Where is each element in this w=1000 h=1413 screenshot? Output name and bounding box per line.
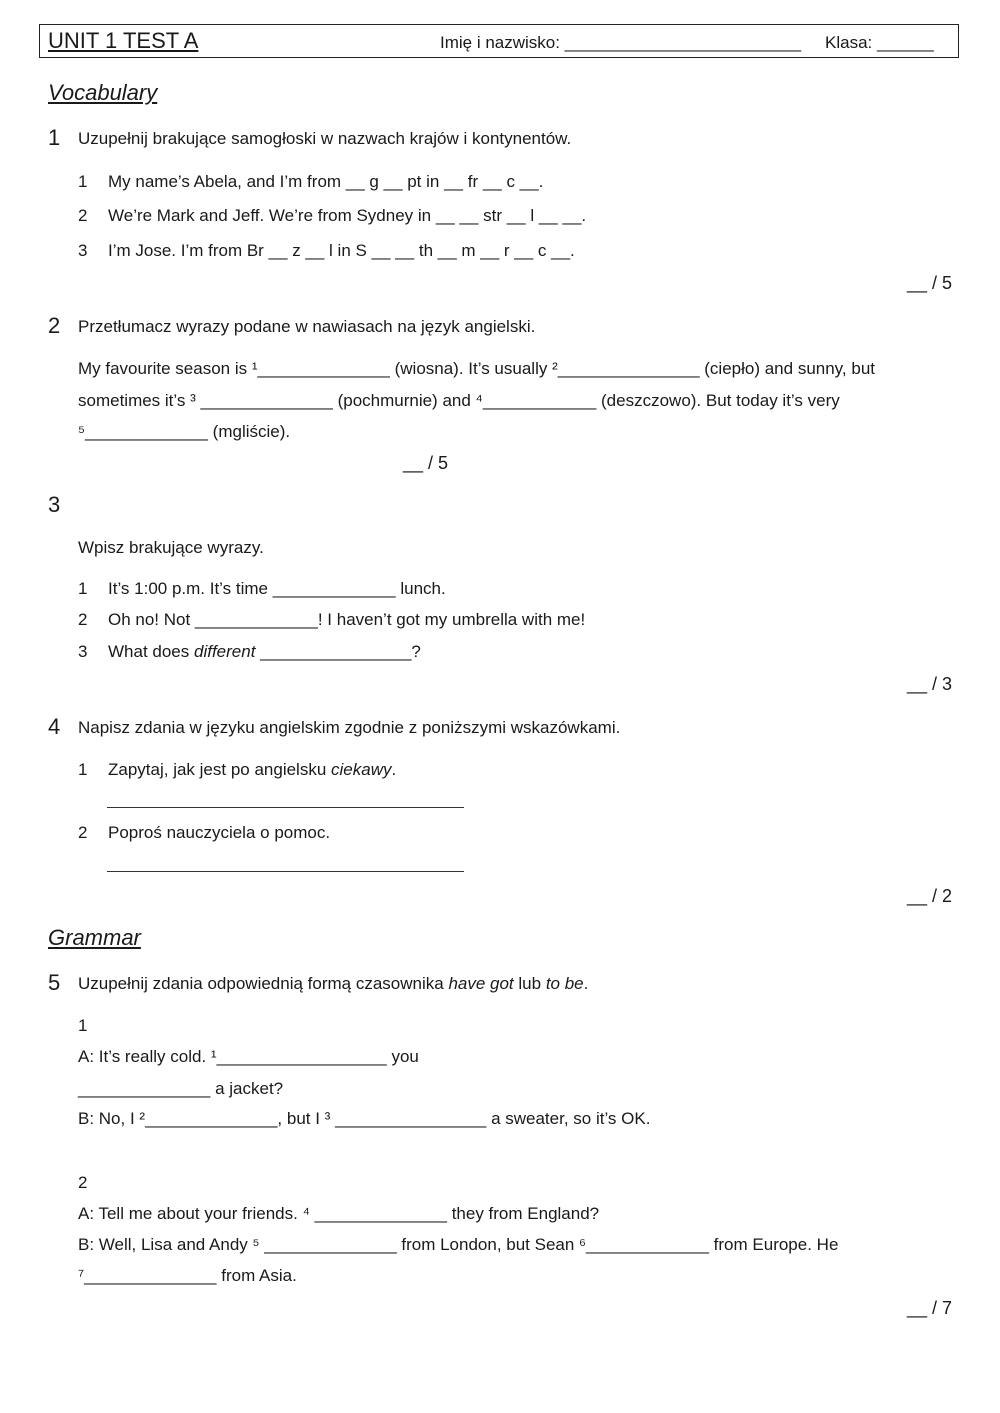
ex3-item-2-text[interactable]: Oh no! Not _____________! I haven’t got my umbrella with me! xyxy=(108,610,586,629)
ex2-text-line-2[interactable]: sometimes it’s ³ ______________ (pochmurnie) and ⁴____________ (deszczowo). But today it’s very xyxy=(78,391,840,410)
ex2-score[interactable]: __ / 5 xyxy=(403,453,449,473)
ex5-dialogue-2-line-3[interactable]: ⁷______________ from Asia. xyxy=(78,1266,297,1285)
ex5-instruction-end: . xyxy=(583,974,589,993)
ex3-item-3-pre: What does xyxy=(108,642,194,661)
ex1-item-3-number: 3 xyxy=(78,241,88,260)
exercise-5-number: 5 xyxy=(48,970,61,995)
ex4-item-1-italic-word: ciekawy xyxy=(331,760,392,779)
ex5-dialogue-1-line-3[interactable]: B: No, I ²______________, but I ³ ________________ a sweater, so it’s OK. xyxy=(78,1109,651,1128)
exercise-3-instruction: Wpisz brakujące wyrazy. xyxy=(78,538,264,557)
ex3-item-1-number: 1 xyxy=(78,579,88,598)
exercise-2-instruction: Przetłumacz wyrazy podane w nawiasach na język angielski. xyxy=(78,317,536,336)
ex4-item-2-text: Poproś nauczyciela o pomoc. xyxy=(108,823,331,842)
ex3-item-3-post[interactable]: ________________? xyxy=(255,642,421,661)
exercise-4-instruction: Napisz zdania w języku angielskim zgodnie z poniższymi wskazówkami. xyxy=(78,718,621,737)
ex5-instruction-pre: Uzupełnij zdania odpowiednią formą czasownika xyxy=(78,974,449,993)
ex2-text-line-3[interactable]: ⁵_____________ (mgliście). xyxy=(78,422,291,441)
ex5-dialogue-1-line-2[interactable]: ______________ a jacket? xyxy=(78,1079,284,1098)
ex5-instruction-have-got: have got xyxy=(448,974,514,993)
exercise-4-number: 4 xyxy=(48,714,61,739)
ex1-item-1-text[interactable]: My name’s Abela, and I’m from __ g __ pt in __ fr __ c __. xyxy=(108,172,544,191)
ex5-dialogue-2-number: 2 xyxy=(78,1173,88,1192)
ex4-item-1-text xyxy=(108,760,396,780)
ex5-dialogue-2-line-2[interactable]: B: Well, Lisa and Andy ⁵ ______________ from London, but Sean ⁶_____________ from Europe. He xyxy=(78,1235,839,1254)
ex5-dialogue-1-number: 1 xyxy=(78,1016,88,1035)
exercise-5-instruction xyxy=(78,974,588,994)
ex4-score[interactable]: __ / 2 xyxy=(906,886,952,906)
ex1-score[interactable]: __ / 5 xyxy=(906,273,952,293)
ex5-instruction-to-be: to be xyxy=(545,974,584,993)
ex1-item-2-number: 2 xyxy=(78,206,88,225)
ex4-item-1-number: 1 xyxy=(78,760,88,779)
ex1-item-1-number: 1 xyxy=(78,172,88,191)
test-header xyxy=(39,24,959,58)
student-name-field[interactable]: Imię i nazwisko: _________________________ xyxy=(440,33,802,52)
ex5-dialogue-1-line-1[interactable]: A: It’s really cold. ¹__________________ you xyxy=(78,1047,419,1066)
ex4-item-1-answer-line[interactable] xyxy=(107,807,464,808)
exercise-3-number: 3 xyxy=(48,492,61,517)
ex1-item-2-text[interactable]: We’re Mark and Jeff. We’re from Sydney in __ __ str __ l __ __. xyxy=(108,206,587,225)
exercise-2-number: 2 xyxy=(48,313,61,338)
ex2-text-line-1[interactable]: My favourite season is ¹______________ (wiosna). It’s usually ²_______________ (ciepło) and sunny, but xyxy=(78,359,875,378)
exercise-1-instruction: Uzupełnij brakujące samogłoski w nazwach krajów i kontynentów. xyxy=(78,129,572,148)
ex3-item-3-italic-word: different xyxy=(194,642,256,661)
ex3-item-1-text[interactable]: It’s 1:00 p.m. It’s time _____________ lunch. xyxy=(108,579,446,598)
exercise-1-number: 1 xyxy=(48,125,61,150)
class-field[interactable]: Klasa: ______ xyxy=(825,33,934,52)
section-grammar-title: Grammar xyxy=(48,925,141,950)
ex3-score[interactable]: __ / 3 xyxy=(906,674,952,694)
ex4-item-2-number: 2 xyxy=(78,823,88,842)
ex4-item-1-pre: Zapytaj, jak jest po angielsku xyxy=(108,760,332,779)
ex1-item-3-text[interactable]: I’m Jose. I’m from Br __ z __ l in S __ __ th __ m __ r __ c __. xyxy=(108,241,575,260)
ex4-item-2-answer-line[interactable] xyxy=(107,871,464,872)
ex5-score[interactable]: __ / 7 xyxy=(906,1298,952,1318)
section-vocabulary-title: Vocabulary xyxy=(48,80,158,105)
ex5-instruction-or: lub xyxy=(513,974,546,993)
ex5-dialogue-2-line-1[interactable]: A: Tell me about your friends. ⁴ ______________ they from England? xyxy=(78,1204,600,1223)
test-title: UNIT 1 TEST A xyxy=(48,28,199,53)
ex3-item-3-number: 3 xyxy=(78,642,88,661)
ex3-item-3-text[interactable] xyxy=(108,642,421,662)
ex4-item-1-post: . xyxy=(391,760,397,779)
ex3-item-2-number: 2 xyxy=(78,610,88,629)
